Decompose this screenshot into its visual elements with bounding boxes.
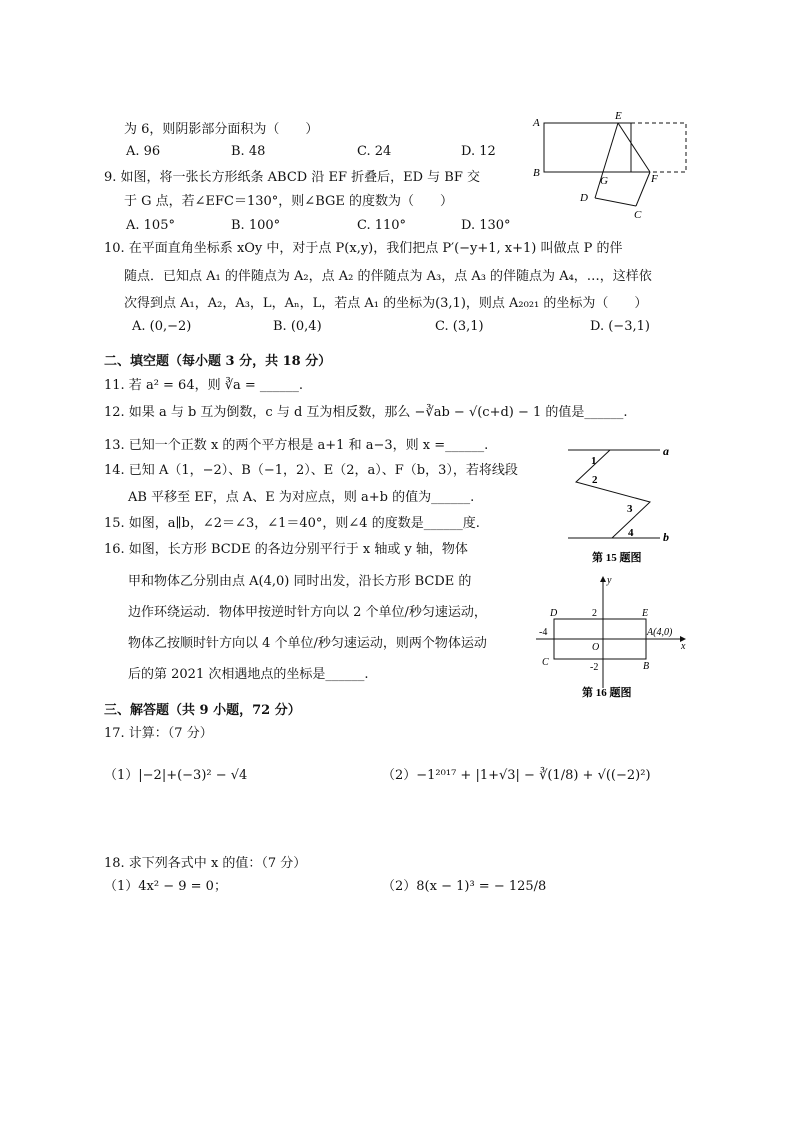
q18-part2: （2）8(x − 1)³ = − 125/8 — [382, 879, 547, 894]
fold-line-ef — [618, 123, 650, 172]
q8-option-c: C. 24 — [357, 144, 392, 159]
label-g: G — [600, 175, 608, 187]
q8-option-a: A. 96 — [126, 144, 161, 159]
q12: 12. 如果 a 与 b 互为倒数，c 与 d 互为相反数，那么 −∛ab − √(c+d) − 1 的值是______. — [104, 405, 628, 420]
label-e: E — [642, 608, 649, 619]
y-axis-arrow — [600, 576, 606, 582]
q9-line1: 9. 如图，将一张长方形纸条 ABCD 沿 EF 折叠后，ED 与 BF 交 — [104, 170, 481, 185]
tick-neg4: -4 — [539, 627, 548, 638]
q10-line1: 10. 在平面直角坐标系 xOy 中，对于点 P(x,y)，我们把点 P′(−y+1, x+1) 叫做点 P 的伴 — [104, 241, 623, 256]
tick-2: 2 — [592, 608, 597, 619]
q16-line2: 甲和物体乙分别由点 A(4,0) 同时出发，沿长方形 BCDE 的 — [128, 574, 472, 589]
q16-line1: 16. 如图，长方形 BCDE 的各边分别平行于 x 轴或 y 轴，物体 — [104, 542, 468, 557]
q10-option-b: B. (0,4) — [273, 319, 322, 334]
label-d: D — [580, 192, 588, 204]
q10-line2: 随点．已知点 A₁ 的伴随点为 A₂，点 A₂ 的伴随点为 A₃，点 A₃ 的伴随点为 A₄，…，这样依 — [124, 269, 652, 284]
q14-line1: 14. 已知 A（1，−2）、B（−1，2）、E（2，a）、F（b，3），若将线段 — [104, 463, 518, 478]
axis-label-x: x — [681, 641, 686, 652]
label-point-a: A(4,0) — [647, 627, 673, 638]
strip-rect — [544, 123, 631, 172]
figure-15-caption: 第 15 题图 — [592, 552, 642, 564]
angle-4: 4 — [628, 527, 634, 539]
q9-option-b: B. 100° — [231, 218, 281, 233]
q16-line5: 后的第 2021 次相遇地点的坐标是______. — [128, 667, 369, 682]
angle-3: 3 — [627, 503, 633, 515]
label-c: C — [542, 657, 549, 668]
label-f: F — [651, 173, 658, 185]
q16-line3: 边作环绕运动．物体甲按逆时针方向以 2 个单位/秒匀速运动， — [128, 605, 487, 620]
figure-16-caption: 第 16 题图 — [582, 687, 632, 699]
label-d: D — [550, 608, 558, 619]
segment-dc — [595, 198, 636, 206]
strip-dashed — [631, 123, 686, 172]
section3-title: 三、解答题（共 9 小题，72 分） — [104, 703, 301, 718]
q9-option-a: A. 105° — [126, 218, 175, 233]
label-c: C — [634, 209, 642, 221]
q15: 15. 如图，a∥b，∠2＝∠3，∠1＝40°，则∠4 的度数是______度. — [104, 516, 480, 531]
q17-part2: （2）−1²⁰¹⁷ + |1+√3| − ∛(1/8) + √((−2)²) — [382, 768, 651, 783]
q16-line4: 物体乙按顺时针方向以 4 个单位/秒匀速运动，则两个物体运动 — [128, 636, 487, 651]
label-origin: O — [592, 642, 600, 653]
label-e: E — [615, 110, 622, 122]
label-line-a: a — [663, 444, 669, 458]
q18-part1: （1）4x² − 9 = 0； — [104, 879, 227, 894]
q13: 13. 已知一个正数 x 的两个平方根是 a+1 和 a−3，则 x =______. — [104, 438, 489, 453]
q17-title: 17. 计算：（7 分） — [104, 726, 213, 741]
angle-2: 2 — [592, 474, 598, 486]
q9-option-d: D. 130° — [461, 218, 511, 233]
q9-line2: 于 G 点，若∠EFC＝130°，则∠BGE 的度数为（ ） — [124, 194, 454, 209]
section2-title: 二、填空题（每小题 3 分，共 18 分） — [104, 354, 332, 369]
tick-neg2: -2 — [590, 662, 599, 673]
q10-option-a: A. (0,−2) — [132, 319, 192, 334]
figure-15 — [560, 440, 690, 565]
label-line-b: b — [663, 530, 669, 544]
q8-option-b: B. 48 — [231, 144, 266, 159]
segment-cf — [636, 172, 650, 206]
q8-stem: 为 6，则阴影部分面积为（ ） — [124, 122, 319, 137]
q10-option-d: D. (−3,1) — [590, 319, 650, 334]
figure-16 — [532, 572, 692, 702]
q11: 11. 若 a² = 64，则 ∛a = ______. — [104, 378, 304, 393]
folded-strip-figure — [528, 108, 693, 223]
q17-part1: （1）|−2|+(−3)² − √4 — [104, 768, 248, 783]
label-b: B — [533, 167, 540, 179]
angle-1: 1 — [591, 455, 597, 467]
q9-option-c: C. 110° — [357, 218, 407, 233]
q10-line3: 次得到点 A₁，A₂，A₃，L，Aₙ，L，若点 A₁ 的坐标为(3,1)，则点 A₂₀₂₁ 的坐标为（ ） — [124, 296, 648, 311]
q8-option-d: D. 12 — [461, 144, 496, 159]
q14-line2: AB 平移至 EF，点 A、E 为对应点，则 a+b 的值为______. — [128, 490, 475, 505]
axis-label-y: y — [607, 575, 612, 586]
label-b: B — [643, 661, 650, 672]
label-a: A — [533, 117, 540, 129]
q10-option-c: C. (3,1) — [435, 319, 484, 334]
zigzag — [576, 450, 650, 538]
q18-title: 18. 求下列各式中 x 的值：（7 分） — [104, 856, 307, 871]
